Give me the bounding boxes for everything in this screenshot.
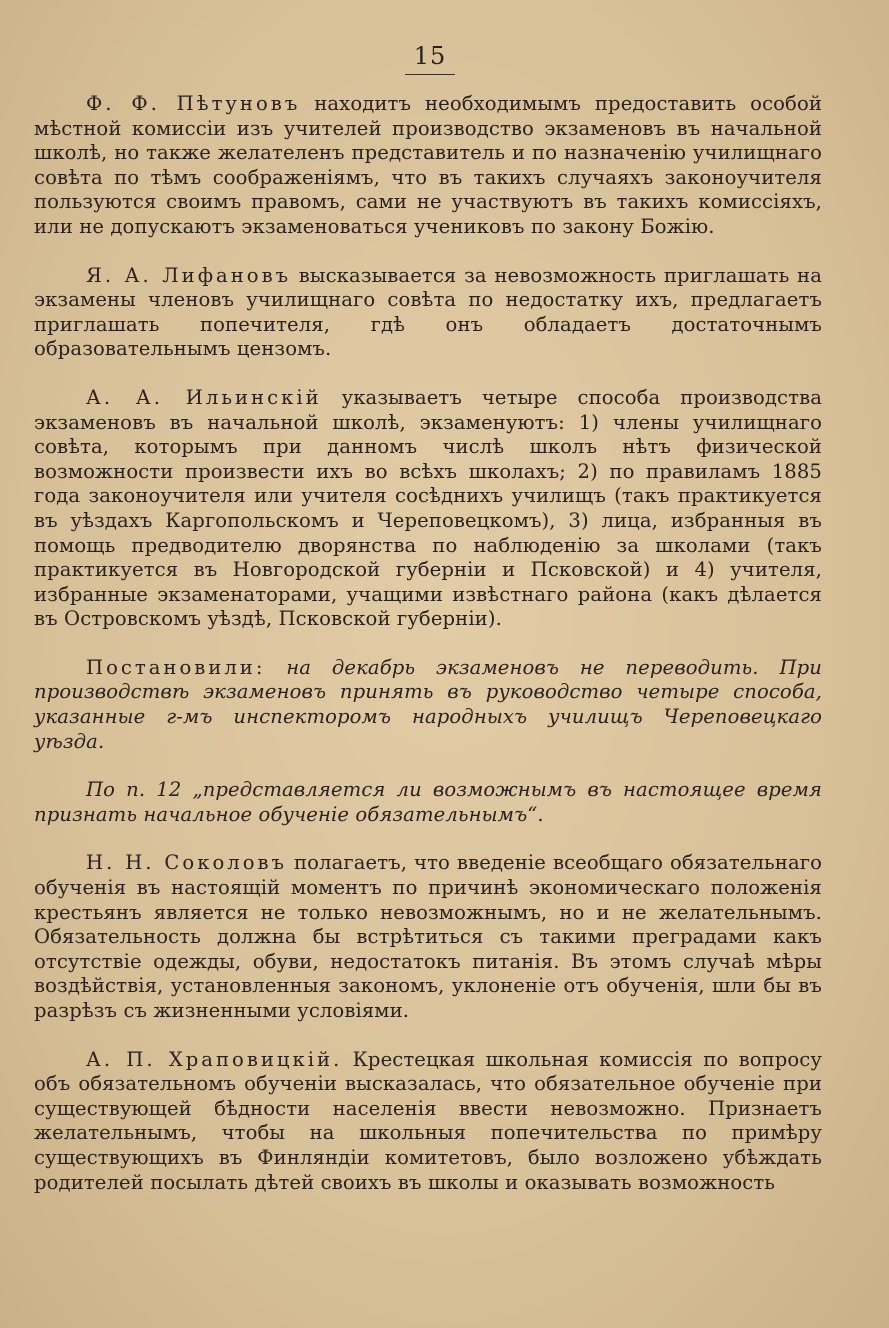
paragraph-lifanov: [34, 264, 822, 362]
page-number: 15: [413, 42, 447, 70]
paragraph-resolution: [34, 656, 822, 754]
document-body: [34, 92, 822, 1195]
resolution-text: на декабрь экзаменовъ не переводить. При производствѣ экзаменовъ принять въ руководство четыре способа, указанные г-мъ инспекторомъ народныхъ училищъ Череповецкаго уѣзда.: [34, 655, 822, 753]
paragraph-sokolov: [34, 851, 822, 1023]
paragraph-text: находитъ необходимымъ предоставить особой мѣстной комиссіи изъ учителей производство экзаменовъ въ начальной школѣ, но также желателенъ представитель и по назначенію училищнаго совѣта по тѣмъ соображеніямъ, что въ такихъ случаяхъ законоучителя пользуются своимъ правомъ, сами не участвуютъ въ такихъ комиссіяхъ, или не допускаютъ экзаменоваться учениковъ по закону Божію.: [34, 92, 822, 238]
agenda-item-heading: По п. 12 „представляется ли возможнымъ въ настоящее время признать начальное обученіе обязательнымъ“.: [34, 778, 822, 826]
paragraph-text: указываетъ четыре способа производства экзаменовъ въ начальной школѣ, экзаменуютъ: 1) члены училищнаго совѣта, которымъ при данномъ числѣ школъ нѣтъ физической возможности произвести ихъ во всѣхъ школахъ; 2) по правиламъ 1885 года законоучителя или учителя сосѣднихъ училищъ (такъ практикуется въ уѣздахъ Каргопольскомъ и Череповецкомъ), 3) лица, избранныя въ помощь предводителю дворянства по наблюденію за школами (такъ практикуется въ Новгородской губерніи и Псковской) и 4) учителя, избранные экзаменаторами, учащими извѣстнаго района (какъ дѣлается въ Островскомъ уѣздѣ, Псковской губерніи).: [34, 385, 822, 631]
speaker-name: А. А. Ильинскій: [86, 385, 322, 409]
speaker-name: Ф. Ф. Пѣтуновъ: [86, 92, 301, 115]
page-number-rule: [405, 74, 455, 75]
speaker-name: А. П. Храповицкій.: [86, 1047, 343, 1071]
speaker-name: Н. Н. Соколовъ: [86, 851, 287, 875]
paragraph-khrapovitsky: [34, 1048, 822, 1196]
paragraph-text: полагаетъ, что введеніе всеобщаго обязательнаго обученія въ настоящій моментъ по причинѣ экономическаго положенія крестьянъ является не только невозможнымъ, но и не желательнымъ. Обязательность должна бы встрѣтиться съ такими преградами какъ отсутствіе одежды, обуви, недостатокъ питанія. Въ этомъ случаѣ мѣры воздѣйствія, установленныя закономъ, уклоненіе отъ обученія, шли бы въ разрѣзъ съ жизненными условіями.: [34, 851, 822, 1022]
paragraph-text: Крестецкая школьная комиссія по вопросу объ обязательномъ обученіи высказалась, что обязательное обученіе при существующей бѣдности населенія ввести невозможно. Признаетъ желательнымъ, чтобы на школьныя попечительства по примѣру существующихъ въ Финляндіи комитетовъ, было возложено убѣждать родителей посылать дѣтей своихъ въ школы и оказывать возможность: [34, 1047, 823, 1194]
paragraph-ilinsky: [34, 386, 822, 632]
paragraph-text: высказывается за невозможность приглашать на экзамены членовъ училищнаго совѣта по недостатку ихъ, предлагаетъ приглашать попечителя, гдѣ онъ обладаетъ достаточнымъ образовательнымъ цензомъ.: [34, 263, 822, 361]
paragraph-petunov: [34, 92, 822, 240]
speaker-name: Я. А. Лифановъ: [86, 263, 292, 287]
paragraph-item-12: [34, 778, 822, 827]
resolution-label: Постановили:: [86, 655, 266, 679]
